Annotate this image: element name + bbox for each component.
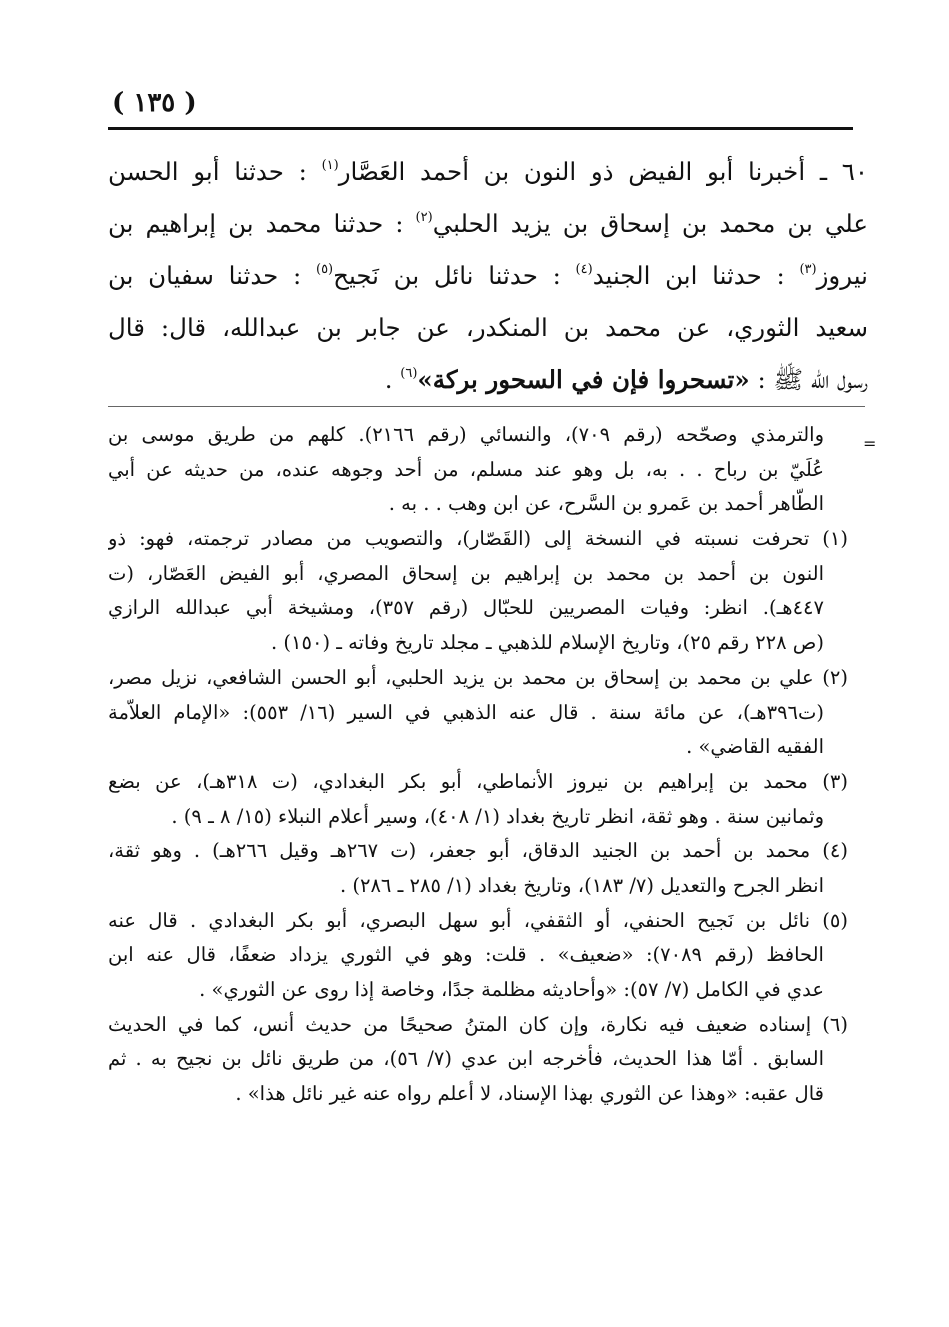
footnote-line: عدي في الكامل (٧/ ٥٧): «وأحاديثه مظلمة جدًا، وخاصة إذا روى عن الثوري» .: [199, 978, 824, 1001]
main-line: سعيد الثوري، عن محمد بن المنكدر، عن جابر بن عبدالله، قال: قال: [108, 313, 868, 342]
footnote-ref: (٤): [575, 262, 593, 277]
footnote-line: الطّاهر أحمد بن عَمرو بن السَّرح، عن ابن وهب . . به .: [388, 492, 824, 516]
footnote-separator: [108, 406, 865, 407]
hadith-text: «تسحروا فإن في السحور بركة»: [417, 365, 750, 394]
footnote-line: والترمذي وصحّحه (رقم ٧٠٩)، والنسائي (رقم ٢١٦٦). كلهم من طريق موسى بن: [108, 423, 824, 446]
footnote-line: الحافظ (رقم ٧٠٨٩): «ضعيف» . قلت: وهو في الثوري يزداد ضعفًا، قال عنه ابن: [108, 943, 824, 967]
footnote-line: (١) تحرفت نسبته في النسخة إلى (القَصّار)، والتصويب من مصادر ترجمته، فهو: ذو: [108, 527, 848, 551]
header-rule: [108, 127, 853, 130]
footnote-line: (ت٣٩٦هـ)، عن مائة سنة . قال عنه الذهبي في السير (١٦/ ٥٥٣): «الإمام العلاّمة: [108, 700, 824, 724]
footnote-line: (ص ٢٢٨ رقم ٢٥)، وتاريخ الإسلام للذهبي ـ مجلد تاريخ وفاته ـ (١٥٠) .: [271, 631, 824, 655]
footnote-line: (٦) إسناده ضعيف فيه نكارة، وإن كان المتنُ صحيحًا من حديث أنس، كما في الحديث: [108, 1012, 848, 1036]
footnotes: [108, 418, 848, 1112]
footnote-line: (٢) علي بن محمد بن إسحاق بن محمد بن يزيد الحلبي، أبو الحسن الشافعي، نزيل مصر،: [108, 665, 848, 689]
footnote-ref: (٢): [415, 210, 433, 225]
footnote-line: انظر الجرح والتعديل (٧/ ١٨٣)، وتاريخ بغداد (١/ ٢٨٥ ـ ٢٨٦) .: [339, 873, 824, 897]
main-line: رسول الله ﷺ : «تسحروا فإن في السحور بركة»$^{(٦)}$ .: [384, 365, 868, 394]
footnote-line: (٥) نائل بن نَجيح الحنفي، أو الثقفي، أبو سهل البصري، أبو بكر البغدادي . قال عنه: [108, 908, 848, 932]
footnote-line: قال عقبه: «وهذا عن الثوري بهذا الإسناد، لا أعلم رواه عنه غير نائل هذا» .: [235, 1082, 824, 1106]
footnote-line: وثمانين سنة . وهو ثقة، انظر تاريخ بغداد (١/ ٤٠٨)، وسير أعلام النبلاء (١٥/ ٨ ـ ٩) .: [171, 804, 824, 828]
main-text: [108, 146, 868, 406]
footnote-line: (٣) محمد بن إبراهيم بن نيروز الأنماطي، أبو بكر البغدادي، (ت ٣١٨هـ)، عن بضع: [108, 769, 848, 793]
footnote-line: ٤٤٧هـ). انظر: وفيات المصريين للحبّال (رقم ٣٥٧)، ومشيخة أبي عبدالله الرازي: [108, 596, 824, 620]
continuation-mark: =: [863, 434, 877, 453]
footnote-ref: (٥): [315, 262, 334, 277]
main-line: نيروز$^{(٣)}$ : حدثنا ابن الجنيد$^{(٤)}$ : حدثنا نائل بن نَجيح$^{(٥)}$ : حدثنا سفيان بن: [108, 261, 868, 290]
footnote-line: الفقيه القاضي» .: [686, 735, 824, 759]
footnote-line: النون بن أحمد بن محمد بن إبراهيم بن إسحاق المصري، أبو الفيض العَصّار، (ت: [108, 561, 824, 585]
footnote-ref: (٦): [400, 366, 418, 381]
footnote-ref: (٣): [799, 262, 817, 277]
footnote-ref: (١): [321, 158, 339, 173]
footnote-line: (٤) محمد بن أحمد بن الجنيد الدقاق، أبو جعفر، (ت ٢٦٧هـ وقيل ٢٦٦هـ) . وهو ثقة،: [108, 839, 848, 863]
main-line: علي بن محمد بن إسحاق بن يزيد الحلبي$^{(٢)}$ : حدثنا محمد بن إبراهيم بن: [108, 209, 868, 238]
main-line: ٦٠ ـ أخبرنا أبو الفيض ذو النون بن أحمد العَصَّار$^{(١)}$ : حدثنا أبو الحسن: [108, 157, 868, 186]
footnote-line: عُلَيّ بن رباح . . به، بل وهو عند مسلم، من أحد وجوهه عنده، من حديثه عن أبي: [108, 457, 824, 481]
footnote-line: السابق . أمّا هذا الحديث، فأخرجه ابن عدي (٧/ ٥٦)، من طريق نائل بن نجيح به . ثم: [108, 1047, 824, 1071]
page-number: ( ١٣٥ ): [112, 88, 197, 118]
